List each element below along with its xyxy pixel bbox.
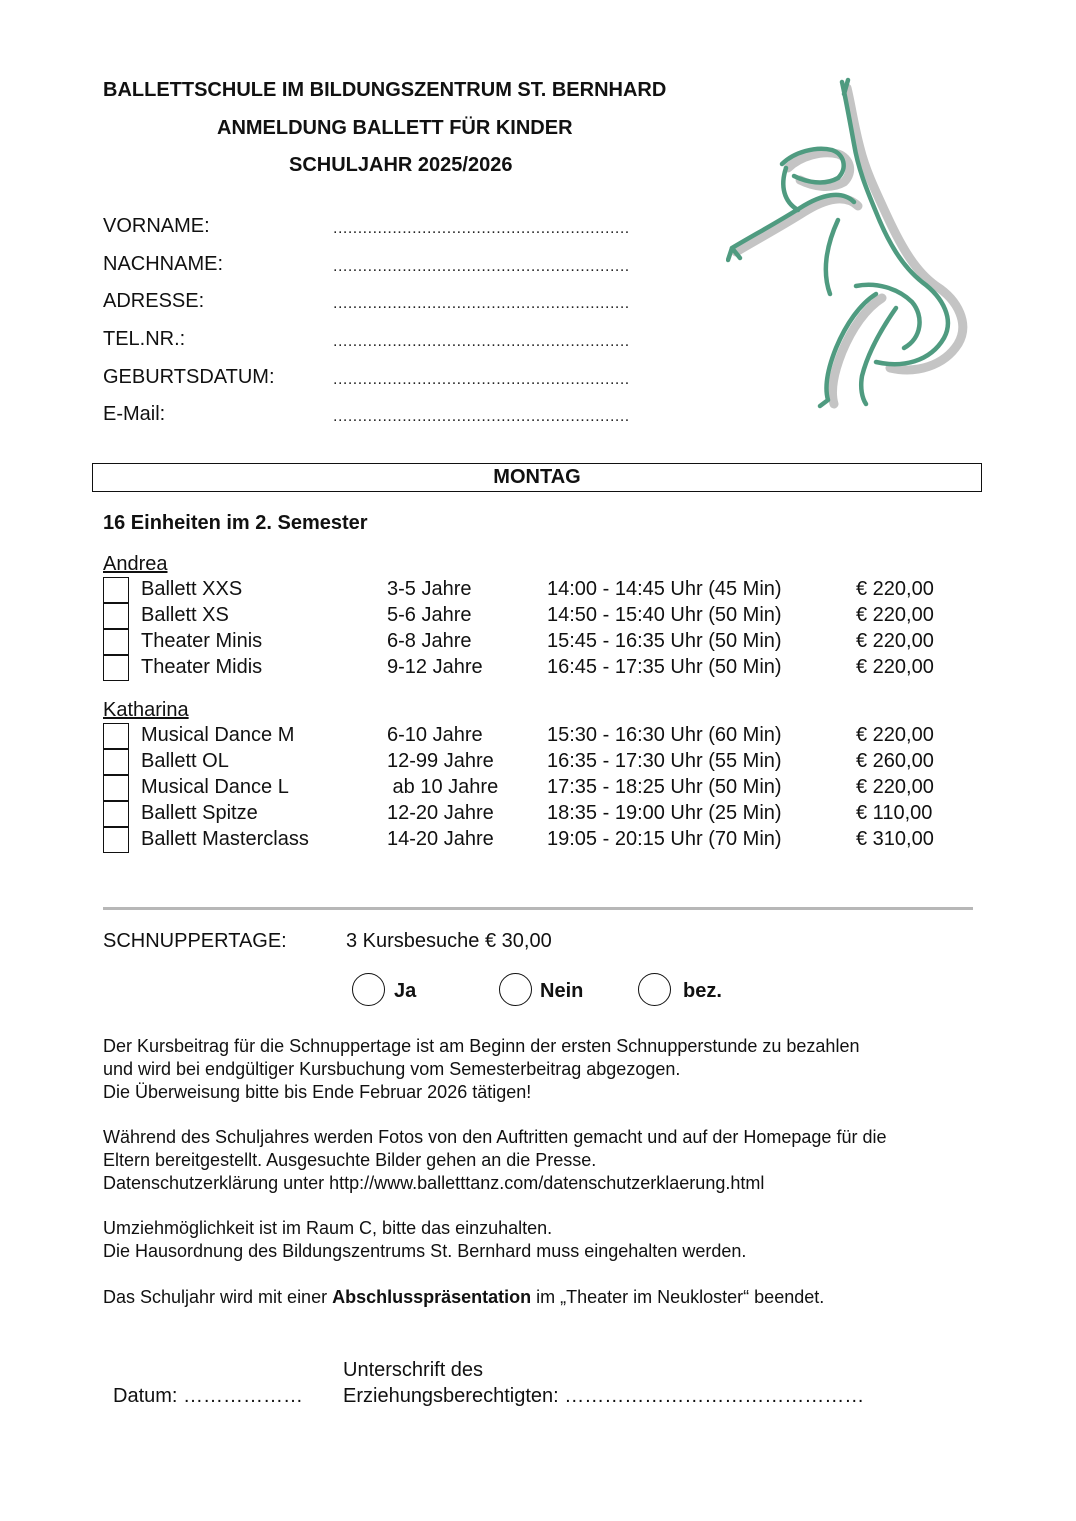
- radio-bez-label: bez.: [683, 980, 722, 1002]
- phone-line[interactable]: ............................................................: [333, 333, 630, 350]
- form-title: ANMELDUNG BALLETT FÜR KINDER: [217, 117, 573, 139]
- first-name-line[interactable]: ............................................................: [333, 220, 630, 237]
- text-line: und wird bei endgültiger Kursbuchung vom Semesterbeitrag abgezogen.: [103, 1059, 681, 1079]
- course-age: ab 10 Jahre: [387, 776, 499, 798]
- course-name: Musical Dance M: [141, 724, 295, 746]
- course-name: Theater Minis: [141, 630, 263, 652]
- course-age: 12-99 Jahre: [387, 750, 494, 772]
- course-name: Theater Midis: [141, 656, 263, 678]
- course-checkbox[interactable]: [103, 827, 129, 853]
- course-checkbox[interactable]: [103, 577, 129, 603]
- school-year: SCHULJAHR 2025/2026: [289, 154, 513, 176]
- address-label: ADRESSE:: [103, 290, 205, 312]
- course-checkbox[interactable]: [103, 749, 129, 775]
- course-price: € 220,00: [856, 776, 934, 798]
- course-row: [103, 775, 963, 801]
- course-age: 9-12 Jahre: [387, 656, 483, 678]
- text-line: Datenschutzerklärung unter http://www.balletttanz.com/datenschutzerklaerung.html: [103, 1173, 765, 1193]
- course-price: € 310,00: [856, 828, 934, 850]
- course-name: Ballett OL: [141, 750, 229, 772]
- teacher-katharina: Katharina: [103, 699, 189, 721]
- radio-ja[interactable]: [352, 973, 385, 1006]
- closing-text-end: im „Theater im Neukloster“ beendet.: [531, 1287, 825, 1307]
- email-line[interactable]: ............................................................: [333, 408, 630, 425]
- course-age: 6-8 Jahre: [387, 630, 472, 652]
- course-row: [103, 801, 963, 827]
- last-name-label: NACHNAME:: [103, 253, 224, 275]
- phone-label: TEL.NR.:: [103, 328, 186, 350]
- semester-note: 16 Einheiten im 2. Semester: [103, 512, 368, 534]
- course-row: [103, 749, 963, 775]
- day-header: MONTAG: [92, 463, 982, 492]
- course-price: € 220,00: [856, 656, 934, 678]
- radio-nein[interactable]: [499, 973, 532, 1006]
- course-name: Ballett XS: [141, 604, 229, 626]
- signature-field[interactable]: Erziehungsberechtigten: ………………………………………: [343, 1385, 865, 1407]
- course-checkbox[interactable]: [103, 801, 129, 827]
- radio-nein-label: Nein: [540, 980, 584, 1002]
- course-price: € 260,00: [856, 750, 934, 772]
- radio-ja-label: Ja: [394, 980, 417, 1002]
- course-row: [103, 629, 963, 655]
- trial-info: 3 Kursbesuche € 30,00: [346, 930, 552, 952]
- closing-highlight: Abschlusspräsentation: [332, 1287, 532, 1307]
- radio-bez[interactable]: [638, 973, 671, 1006]
- course-price: € 220,00: [856, 630, 934, 652]
- course-name: Ballett Masterclass: [141, 828, 309, 850]
- course-row: [103, 577, 963, 603]
- date-field[interactable]: Datum: ………………: [113, 1385, 304, 1407]
- course-time: 17:35 - 18:25 Uhr (50 Min): [547, 776, 782, 798]
- course-age: 6-10 Jahre: [387, 724, 483, 746]
- text-line: Die Hausordnung des Bildungszentrums St. Bernhard muss eingehalten werden.: [103, 1241, 747, 1261]
- signature-label: Unterschrift des: [343, 1359, 484, 1381]
- text-line: Während des Schuljahres werden Fotos von den Auftritten gemacht und auf der Homepage für die: [103, 1127, 887, 1147]
- course-checkbox[interactable]: [103, 603, 129, 629]
- course-price: € 220,00: [856, 578, 934, 600]
- text-line: Die Überweisung bitte bis Ende Februar 2026 tätigen!: [103, 1082, 532, 1102]
- course-row: [103, 603, 963, 629]
- course-name: Ballett XXS: [141, 578, 243, 600]
- course-row: [103, 827, 963, 853]
- course-checkbox[interactable]: [103, 629, 129, 655]
- course-name: Musical Dance L: [141, 776, 289, 798]
- photo-note: [103, 1126, 886, 1195]
- text-line: Umziehmöglichkeit ist im Raum C, bitte das einzuhalten.: [103, 1218, 553, 1238]
- text-line: Der Kursbeitrag für die Schnuppertage ist am Beginn der ersten Schnupperstunde zu bezahlen: [103, 1036, 860, 1056]
- closing-note: [103, 1286, 824, 1309]
- course-time: 19:05 - 20:15 Uhr (70 Min): [547, 828, 782, 850]
- house-rules-note: [103, 1217, 746, 1263]
- course-age: 5-6 Jahre: [387, 604, 472, 626]
- birthdate-label: GEBURTSDATUM:: [103, 366, 275, 388]
- course-price: € 220,00: [856, 724, 934, 746]
- course-age: 14-20 Jahre: [387, 828, 494, 850]
- course-checkbox[interactable]: [103, 775, 129, 801]
- course-age: 12-20 Jahre: [387, 802, 494, 824]
- ballet-dancer-logo: [726, 76, 976, 412]
- course-time: 14:50 - 15:40 Uhr (50 Min): [547, 604, 782, 626]
- course-age: 3-5 Jahre: [387, 578, 472, 600]
- course-time: 16:45 - 17:35 Uhr (50 Min): [547, 656, 782, 678]
- course-time: 14:00 - 14:45 Uhr (45 Min): [547, 578, 782, 600]
- address-line[interactable]: ............................................................: [333, 295, 630, 312]
- course-checkbox[interactable]: [103, 655, 129, 681]
- trial-label: SCHNUPPERTAGE:: [103, 930, 287, 952]
- school-title: BALLETTSCHULE IM BILDUNGSZENTRUM ST. BERNHARD: [103, 79, 667, 101]
- course-row: [103, 723, 963, 749]
- teacher-andrea: Andrea: [103, 553, 168, 575]
- course-price: € 110,00: [856, 802, 933, 824]
- section-divider: [103, 907, 973, 910]
- text-line: Eltern bereitgestellt. Ausgesuchte Bilder gehen an die Presse.: [103, 1150, 597, 1170]
- course-time: 15:30 - 16:30 Uhr (60 Min): [547, 724, 782, 746]
- course-checkbox[interactable]: [103, 723, 129, 749]
- birthdate-line[interactable]: ............................................................: [333, 371, 630, 388]
- course-name: Ballett Spitze: [141, 802, 258, 824]
- course-time: 16:35 - 17:30 Uhr (55 Min): [547, 750, 782, 772]
- closing-text: Das Schuljahr wird mit einer: [103, 1287, 333, 1307]
- course-time: 18:35 - 19:00 Uhr (25 Min): [547, 802, 782, 824]
- email-label: E-Mail:: [103, 403, 166, 425]
- course-row: [103, 655, 963, 681]
- payment-note: [103, 1035, 859, 1104]
- last-name-line[interactable]: ............................................................: [333, 258, 630, 275]
- course-price: € 220,00: [856, 604, 934, 626]
- first-name-label: VORNAME:: [103, 215, 210, 237]
- course-time: 15:45 - 16:35 Uhr (50 Min): [547, 630, 782, 652]
